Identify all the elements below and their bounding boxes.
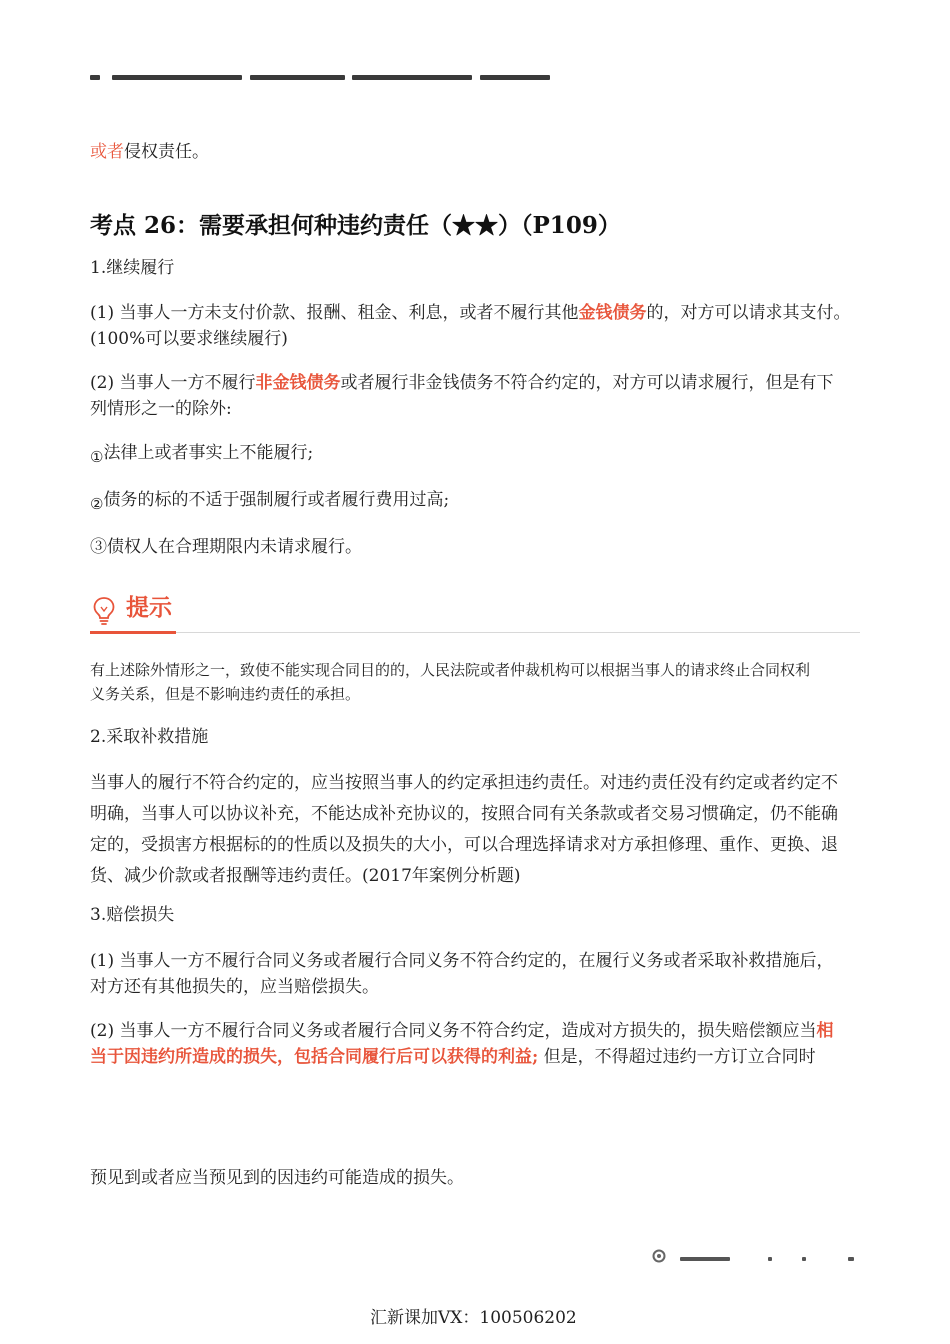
s1-item-3: ③债权人在合理期限内未请求履行。 <box>90 537 362 557</box>
footer-logo-icon <box>652 1248 666 1262</box>
section-heading: 考点 26：需要承担何种违约责任（★★）（P109） <box>90 212 621 239</box>
s3-paragraph-2: (2) 当事人一方不履行合同义务或者履行合同义务不符合约定，造成对方损失的，损失赔偿额应当相 当于因违约所造成的损失，包括合同履行后可以获得的利益; 但是，不得超过违约一方订立合同时 <box>90 1021 834 1067</box>
tip-title: 提示 <box>126 594 172 621</box>
intro-text: 侵权责任。 <box>124 142 209 162</box>
s1-paragraph-2: (2) 当事人一方不履行非金钱债务或者履行非金钱债务不符合约定的，对方可以请求履行，但是有下 列情形之一的除外: <box>90 373 834 419</box>
s1-title: 1.继续履行 <box>90 258 175 278</box>
s2-title: 2.采取补救措施 <box>90 727 209 747</box>
circled-1: ① <box>90 448 104 466</box>
intro-line <box>90 139 862 166</box>
tip-underline <box>90 631 176 634</box>
lightbulb-icon <box>92 596 116 626</box>
tip-text: 有上述除外情形之一，致使不能实现合同目的的，人民法院或者仲裁机构可以根据当事人的请求终止合同权利 义务关系，但是不影响违约责任的承担。 <box>90 661 811 703</box>
s3-paragraph-3: 预见到或者应当预见到的因违约可能造成的损失。 <box>90 1168 464 1188</box>
circled-2: ② <box>90 495 104 513</box>
cropped-header-line <box>90 70 560 82</box>
compensation-highlight: 当于因违约所造成的损失，包括合同履行后可以获得的利益; <box>90 1047 539 1067</box>
s3-paragraph-1: (1) 当事人一方不履行合同义务或者履行合同义务不符合约定的，在履行义务或者采取补救措施后， 对方还有其他损失的，应当赔偿损失。 <box>90 951 834 997</box>
s1-paragraph-1: (1) 当事人一方未支付价款、报酬、租金、利息，或者不履行其他金钱债务的，对方可以请求其支付。 (100%可以要求继续履行) <box>90 303 851 349</box>
s1-item-2: ②债务的标的不适于强制履行或者履行费用过高; <box>90 487 862 518</box>
cropped-footer-line <box>672 1254 862 1262</box>
s3-title: 3.赔偿损失 <box>90 905 175 925</box>
intro-highlight: 或者 <box>90 142 124 162</box>
s1-item-1: ①法律上或者事实上不能履行; <box>90 440 862 471</box>
money-debt-highlight: 金钱债务 <box>578 303 647 323</box>
bottom-watermark: 汇新课加VX：100506202 <box>370 1308 577 1328</box>
s2-paragraph: 当事人的履行不符合约定的，应当按照当事人的约定承担违约责任。对违约责任没有约定或者约定不 明确，当事人可以协议补充，不能达成补充协议的，按照合同有关条款或者交易习惯确定，仍不能确 定的，受损害方根据标的的性质以及损失的大小，可以合理选择请求对方承担修理、重作、更换、退 货、减少价款或者报酬等违约责任。(2017年案例分析题) <box>90 773 838 886</box>
tip-header <box>90 590 860 633</box>
nonmoney-debt-highlight: 非金钱债务 <box>255 373 341 393</box>
